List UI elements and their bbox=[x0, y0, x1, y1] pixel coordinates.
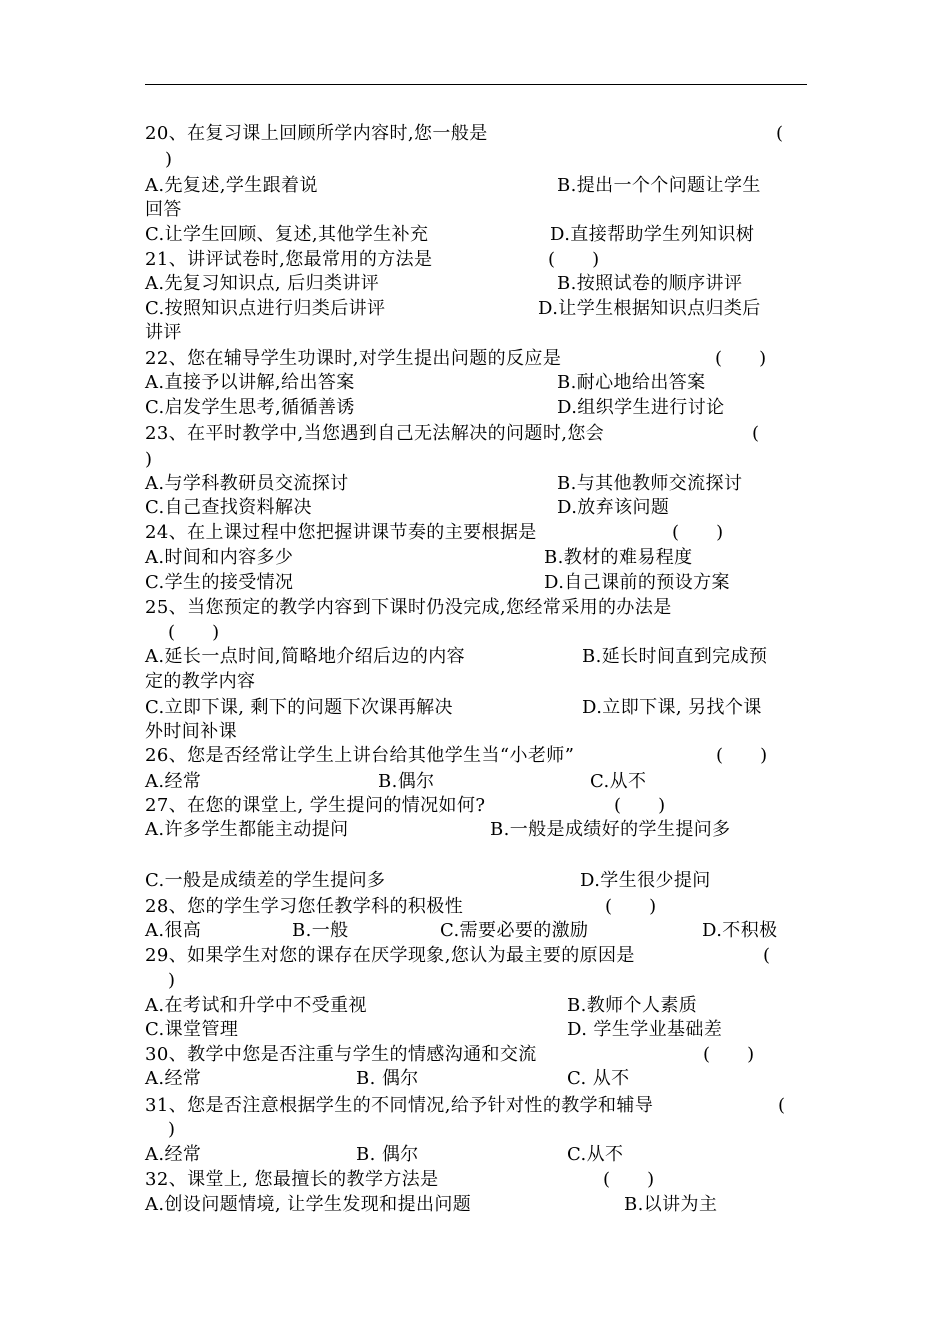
text-line: B.教师个人素质 bbox=[567, 995, 698, 1016]
text-line: 22、您在辅导学生功课时,对学生提出问题的反应是 bbox=[145, 348, 562, 369]
text-line: A.与学科教研员交流探讨 bbox=[145, 473, 349, 494]
text-line: 31、您是否注意根据学生的不同情况,给予针对性的教学和辅导 bbox=[145, 1095, 654, 1116]
text-line: ( ) bbox=[672, 522, 724, 543]
text-line: B.耐心地给出答案 bbox=[557, 372, 706, 393]
text-line: ( ) bbox=[548, 249, 600, 270]
text-line: B.教材的难易程度 bbox=[544, 547, 693, 568]
text-line: ( bbox=[778, 1095, 786, 1116]
text-line: A.经常 bbox=[145, 1068, 202, 1089]
text-line: B.按照试卷的顺序讲评 bbox=[557, 273, 743, 294]
text-line: A.经常 bbox=[145, 771, 202, 792]
text-line: B.延长时间直到完成预 bbox=[582, 646, 768, 667]
text-line: D.直接帮助学生列知识树 bbox=[550, 224, 755, 245]
text-line: D.让学生根据知识点归类后 bbox=[538, 298, 761, 319]
text-line: C.自己查找资料解决 bbox=[145, 497, 312, 518]
text-line: 25、当您预定的教学内容到下课时仍没完成,您经常采用的办法是 bbox=[145, 597, 672, 618]
text-line: B. 偶尔 bbox=[356, 1068, 419, 1089]
text-line: D.放弃该问题 bbox=[557, 497, 670, 518]
text-line: B. 偶尔 bbox=[356, 1144, 419, 1165]
text-line: ( bbox=[752, 423, 760, 444]
text-line: D.学生很少提问 bbox=[580, 870, 711, 891]
text-line: C.让学生回顾、复述,其他学生补充 bbox=[145, 224, 429, 245]
text-line: ( ) bbox=[716, 745, 768, 766]
text-line: C.从不 bbox=[590, 771, 647, 792]
text-line: ) bbox=[168, 1119, 176, 1140]
text-line: A.许多学生都能主动提问 bbox=[145, 819, 349, 840]
text-line: A.经常 bbox=[145, 1144, 202, 1165]
text-line: D. 学生学业基础差 bbox=[567, 1019, 723, 1040]
text-line: ( ) bbox=[605, 896, 657, 917]
text-line: ) bbox=[165, 149, 173, 170]
text-line: 讲评 bbox=[145, 322, 182, 343]
text-line: B.提出一个个问题让学生 bbox=[557, 175, 761, 196]
text-line: 28、您的学生学习您任教学科的积极性 bbox=[145, 896, 464, 917]
text-line: C.立即下课, 剩下的问题下次课再解决 bbox=[145, 697, 453, 718]
text-line: C.按照知识点进行归类后讲评 bbox=[145, 298, 386, 319]
text-line: 定的教学内容 bbox=[145, 671, 256, 692]
text-line: C.课堂管理 bbox=[145, 1019, 239, 1040]
text-line: 32、课堂上, 您最擅长的教学方法是 bbox=[145, 1169, 439, 1190]
text-line: D.立即下课, 另找个课 bbox=[582, 697, 762, 718]
text-line: A.在考试和升学中不受重视 bbox=[145, 995, 367, 1016]
text-line: ( bbox=[776, 123, 784, 144]
text-line: B.以讲为主 bbox=[624, 1194, 718, 1215]
text-line: ) bbox=[168, 970, 176, 991]
text-line: B.一般是成绩好的学生提问多 bbox=[490, 819, 731, 840]
text-line: D.自己课前的预设方案 bbox=[544, 572, 730, 593]
text-line: C. 从不 bbox=[567, 1068, 630, 1089]
text-line: 20、在复习课上回顾所学内容时,您一般是 bbox=[145, 123, 488, 144]
text-line: ) bbox=[145, 449, 153, 470]
text-line: C.学生的接受情况 bbox=[145, 572, 294, 593]
text-line: ( ) bbox=[703, 1044, 755, 1065]
text-line: 21、讲评试卷时,您最常用的方法是 bbox=[145, 249, 433, 270]
text-line: A.先复习知识点, 后归类讲评 bbox=[145, 273, 380, 294]
text-line: ( ) bbox=[603, 1169, 655, 1190]
text-line: 26、您是否经常让学生上讲台给其他学生当“小老师” bbox=[145, 745, 575, 766]
text-line: 29、如果学生对您的课存在厌学现象,您认为最主要的原因是 bbox=[145, 945, 635, 966]
text-line: D.组织学生进行讨论 bbox=[557, 397, 725, 418]
text-line: C.从不 bbox=[567, 1144, 624, 1165]
text-line: 24、在上课过程中您把握讲课节奏的主要根据是 bbox=[145, 522, 537, 543]
text-line: ( ) bbox=[715, 348, 767, 369]
text-line: 30、教学中您是否注重与学生的情感沟通和交流 bbox=[145, 1044, 537, 1065]
header-rule bbox=[145, 84, 807, 85]
text-line: B.与其他教师交流探讨 bbox=[557, 473, 743, 494]
text-line: A.延长一点时间,简略地介绍后边的内容 bbox=[145, 646, 466, 667]
text-line: C.需要必要的激励 bbox=[440, 920, 589, 941]
text-line: A.创设问题情境, 让学生发现和提出问题 bbox=[145, 1194, 472, 1215]
text-line: C.启发学生思考,循循善诱 bbox=[145, 397, 355, 418]
text-line: A.时间和内容多少 bbox=[145, 547, 294, 568]
text-line: A.先复述,学生跟着说 bbox=[145, 175, 318, 196]
text-line: C.一般是成绩差的学生提问多 bbox=[145, 870, 386, 891]
text-line: 27、在您的课堂上, 学生提问的情况如何? bbox=[145, 795, 486, 816]
text-line: 回答 bbox=[145, 199, 182, 220]
text-line: ( bbox=[763, 945, 771, 966]
text-line: A.很高 bbox=[145, 920, 202, 941]
text-line: 外时间补课 bbox=[145, 721, 237, 742]
text-line: A.直接予以讲解,给出答案 bbox=[145, 372, 355, 393]
text-line: B.偶尔 bbox=[378, 771, 435, 792]
text-line: D.不积极 bbox=[702, 920, 778, 941]
text-line: 23、在平时教学中,当您遇到自己无法解决的问题时,您会 bbox=[145, 423, 605, 444]
text-line: ( ) bbox=[614, 795, 666, 816]
text-line: ( ) bbox=[168, 622, 220, 643]
text-line: B.一般 bbox=[292, 920, 349, 941]
